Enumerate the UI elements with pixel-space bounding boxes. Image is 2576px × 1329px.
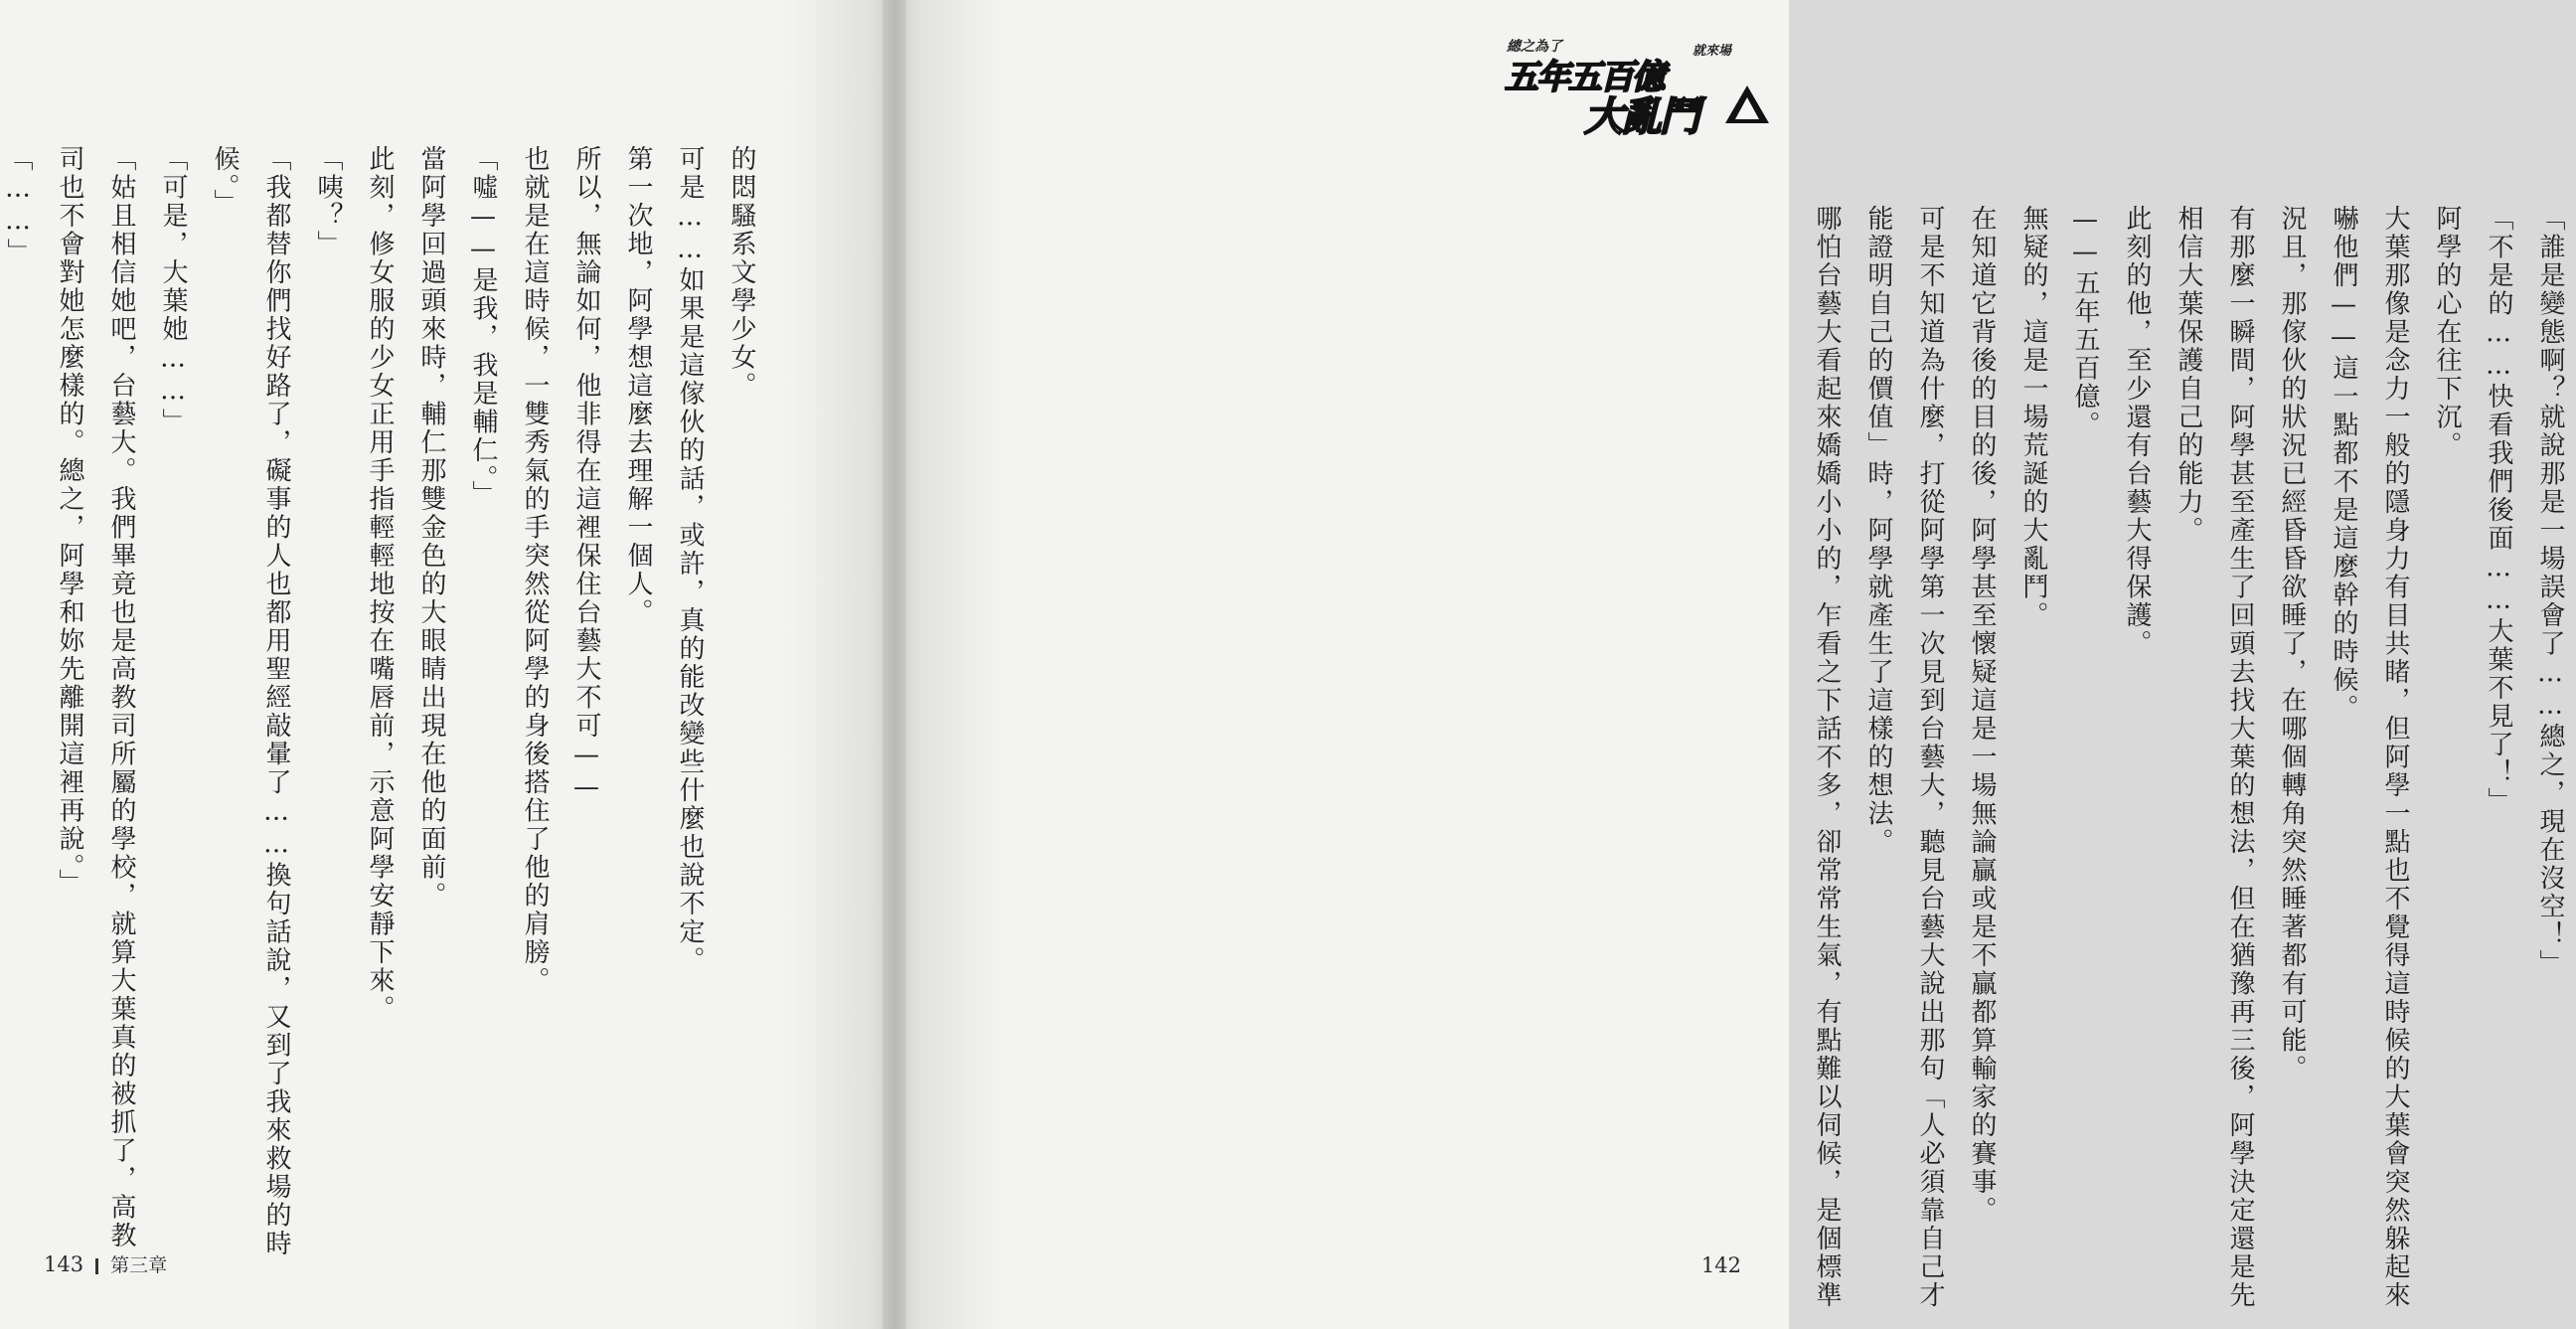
right-page [894, 0, 2565, 1329]
text-line: 況且，那傢伙的狀況已經昏昏欲睡了，在哪個轉角突然睡著都有可能。 [2277, 205, 2307, 1083]
text-line: 「可是，大葉她……」 [158, 145, 188, 436]
text-line: 「姑且相信她吧，台藝大。我們畢竟也是高教司所屬的學校，就算大葉真的被抓了，高教 [106, 145, 136, 1250]
text-line: 「咦？」 [313, 145, 343, 258]
text-line: 此刻，修女服的少女正用手指輕輕地按在嘴唇前，示意阿學安靜下來。 [365, 145, 395, 1024]
text-line: 候。」 [210, 145, 240, 218]
warning-triangle-inner [1735, 97, 1759, 119]
text-line: 「不是的……快看我們後面……大葉不見了！」 [2484, 205, 2513, 816]
text-line: 可是不知道為什麼，打從阿學第一次見到台藝大，聽見台藝大說出那句「人必須靠自己才 [1915, 205, 1945, 1310]
footer-divider [95, 1258, 98, 1274]
right-page-number: 142 [1700, 1253, 1741, 1277]
right-page-text [1812, 205, 2576, 1310]
logo-subtitle-right: 就來場 [1691, 44, 1731, 59]
text-line: 大葉那像是念力一般的隱身力有目共睹，但阿學一點也不覺得這時候的大葉會突然躲起來 [2380, 205, 2410, 1310]
text-line: 相信大葉保護自己的能力。 [2174, 205, 2203, 545]
text-line: 也就是在這時候，一雙秀氣的手突然從阿學的身後搭住了他的肩膀。 [520, 145, 550, 995]
left-chapter-label: 第三章 [110, 1254, 168, 1276]
left-page-footer [44, 1250, 167, 1277]
text-line: 「我都替你們找好路了，礙事的人也都用聖經敲暈了……換句話說，又到了我來救場的時 [261, 145, 291, 1258]
text-line: ——五年五百億。 [2070, 205, 2100, 439]
text-line: 無疑的，這是一場荒誕的大亂鬥。 [2018, 205, 2048, 630]
text-line: 的悶騷系文學少女。 [726, 145, 756, 401]
left-page [0, 0, 894, 1329]
text-line: 「噓——是我，我是輔仁。」 [468, 145, 498, 509]
left-page-text [3, 145, 767, 1258]
text-line: 當阿學回過頭來時，輔仁那雙金色的大眼睛出現在他的面前。 [416, 145, 446, 911]
text-line: 可是……如果是這傢伙的話，或許，真的能改變些什麼也說不定。 [675, 145, 705, 975]
left-page-number: 143 [44, 1252, 84, 1276]
text-line: 能證明自己的價值」時，阿學就產生了這樣的想法。 [1863, 205, 1893, 857]
logo-title-line2: 大亂鬥 [1584, 94, 1697, 140]
text-line: 有那麼一瞬間，阿學甚至產生了回頭去找大葉的想法，但在猶豫再三後，阿學決定還是先 [2225, 205, 2255, 1310]
text-line: 阿學的心在往下沉。 [2432, 205, 2462, 460]
book-gutter [883, 0, 906, 1329]
text-line: 此刻的他，至少還有台藝大得保護。 [2122, 205, 2152, 658]
text-line: 第一次地，阿學想這麼去理解一個人。 [623, 145, 653, 627]
logo-subtitle-left: 總之為了 [1507, 39, 1562, 55]
text-line: 「……」 [3, 145, 33, 266]
text-line: 哪怕台藝大看起來嬌嬌小小的，乍看之下話不多，卻常常生氣，有點難以伺候，是個標準 [1812, 205, 1842, 1310]
text-line: 嚇他們——這一點都不是這麼幹的時候。 [2329, 205, 2358, 723]
logo-title-line1: 五年五百億 [1505, 58, 1664, 97]
text-line: 在知道它背後的目的後，阿學甚至懷疑這是一場無論贏或是不贏都算輸家的賽事。 [1967, 205, 1997, 1225]
text-line: 所以，無論如何，他非得在這裡保住台藝大不可—— [571, 145, 601, 805]
text-line: 「誰是變態啊？就說那是一場誤會了……總之，現在沒空！」 [2535, 205, 2565, 978]
text-line: 司也不會對她怎麼樣的。總之，阿學和妳先離開這裡再說。」 [55, 145, 84, 898]
book-title-logo [1501, 26, 1769, 140]
right-page-footer [1701, 1253, 1741, 1277]
